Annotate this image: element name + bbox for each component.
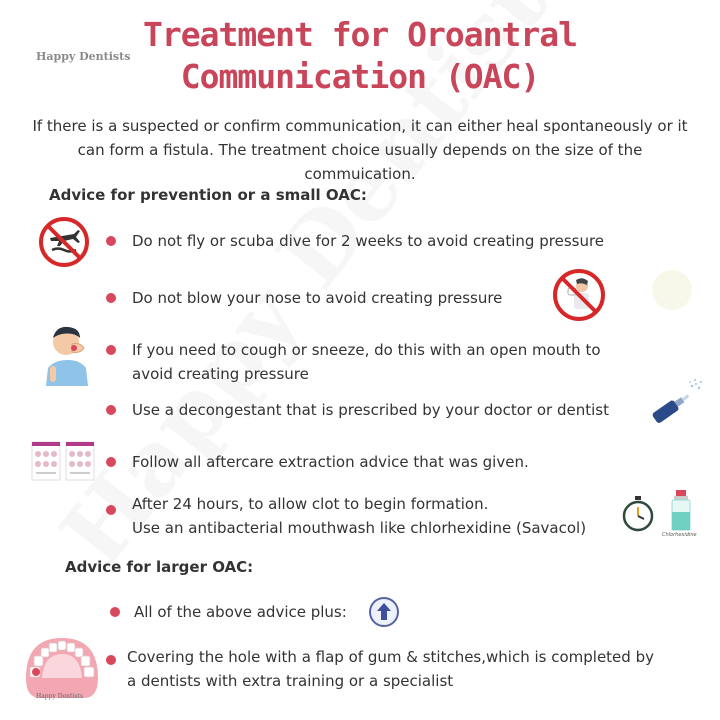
advice-item: Do not fly or scuba dive for 2 weeks to avoid creating pressure <box>132 232 605 250</box>
section-heading-large: Advice for larger OAC: <box>65 558 254 576</box>
advice-item: Covering the hole with a flap of gum & stitches,which is completed by <box>127 648 654 666</box>
advice-item-continued: avoid creating pressure <box>132 365 309 383</box>
page-title-line1: Treatment for Oroantral <box>143 15 577 54</box>
decorative-circle-icon <box>650 268 694 312</box>
gum-logo: Happy Dentists <box>36 693 83 700</box>
advice-item: All of the above advice plus: <box>134 603 347 621</box>
mouthwash-bottle-icon <box>666 490 696 532</box>
bullet-dot <box>106 457 116 467</box>
bullet-dot <box>106 293 116 303</box>
nasal-spray-icon <box>648 376 708 424</box>
mouthwash-label: Chlorhexidine <box>662 532 697 538</box>
aftercare-leaflet-icon <box>32 442 96 482</box>
bullet-dot <box>106 505 116 515</box>
advice-item: If you need to cough or sneeze, do this with an open mouth to <box>132 341 601 359</box>
advice-item-continued: a dentists with extra training or a specialist <box>127 672 454 690</box>
no-nose-blowing-icon <box>552 268 606 322</box>
bullet-dot <box>110 607 120 617</box>
advice-item: Follow all aftercare extraction advice that was given. <box>132 453 529 471</box>
advice-item: Use a decongestant that is prescribed by your doctor or dentist <box>132 401 609 419</box>
no-flying-icon <box>38 216 90 268</box>
advice-item: Do not blow your nose to avoid creating pressure <box>132 289 503 307</box>
intro-paragraph: If there is a suspected or confirm communication, it can either heal spontaneously or it can form a fistula. The treatment choice usually depends on the size of the commuication. <box>32 117 688 183</box>
bullet-dot <box>106 655 116 665</box>
stopwatch-icon <box>622 496 654 532</box>
bullet-dot <box>106 345 116 355</box>
coughing-person-icon <box>40 322 96 386</box>
bullet-dot <box>106 236 116 246</box>
arrow-up-icon <box>368 596 400 628</box>
advice-item-continued: Use an antibacterial mouthwash like chlorhexidine (Savacol) <box>132 519 587 537</box>
page-title-line2: Communication (OAC) <box>180 57 540 96</box>
section-heading-small: Advice for prevention or a small OAC: <box>49 186 367 204</box>
bullet-dot <box>106 405 116 415</box>
advice-item: After 24 hours, to allow clot to begin formation. <box>132 495 489 513</box>
brand-logo: Happy Dentists <box>36 50 131 63</box>
